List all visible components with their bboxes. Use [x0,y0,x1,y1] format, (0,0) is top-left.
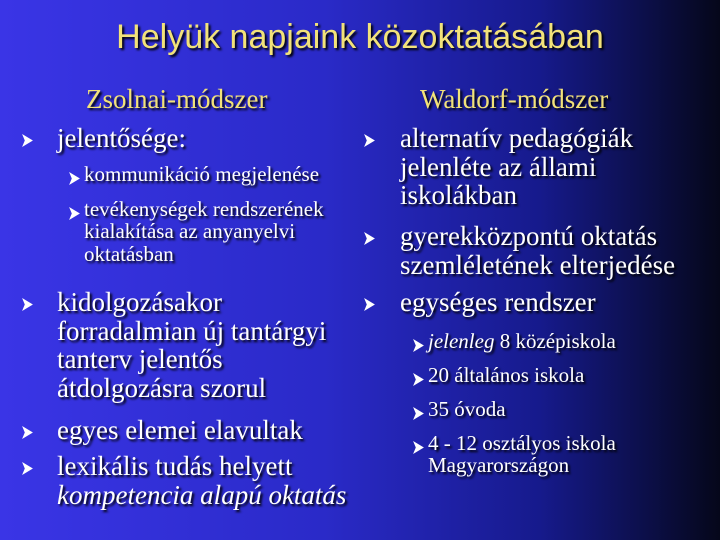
right-sub-primary-text: 20 általános iskola [428,363,585,387]
left-sub-activities-line2: kialakítása az anyanyelvi [84,219,296,244]
left-item-elaboration [57,288,326,402]
left-sub-activities [69,198,324,265]
right-column-heading: Waldorf-módszer [420,84,609,114]
right-sub-grades-line2: Magyarországon [428,453,570,478]
right-sub-kindergarten-text: 35 óvoda [428,397,506,421]
right-sub-secondary [413,330,616,356]
right-sub-grades-line1: 4 - 12 osztályos iskola [428,431,616,455]
left-item-elaboration-line2: forradalmian új tantárgyi [57,315,327,346]
left-item-competence-line2: kompetencia alapú oktatás [57,479,347,510]
left-sub-communication [69,163,319,189]
left-column-heading: Zsolnai-módszer [86,84,268,114]
right-sub-secondary-rest: 8 középiskola [494,329,616,353]
right-sub-primary [413,364,584,390]
right-sub-secondary-em: jelenleg [428,329,495,353]
left-sub-communication-text: kommunikáció megjelenése [84,162,320,186]
arrow-bullet-icon [364,134,375,147]
left-item-competence [57,452,346,509]
arrow-bullet-icon [413,368,424,390]
right-item-alternative-line1: alternatív pedagógiák [400,123,634,153]
arrow-bullet-icon [364,232,375,245]
arrow-bullet-icon [69,202,80,224]
left-item-elaboration-line1: kidolgozásakor [57,287,222,317]
arrow-bullet-icon [413,334,424,356]
right-item-alternative-line2: jelenléte az állami [400,151,597,182]
arrow-bullet-icon [69,167,80,189]
right-item-alternative-line3: iskolákban [400,180,517,211]
arrow-bullet-icon [22,298,33,311]
arrow-bullet-icon [413,402,424,424]
arrow-bullet-icon [22,426,33,439]
right-item-alternative [400,124,633,210]
left-item-elaboration-line4: átdolgozásra szorul [57,372,267,403]
arrow-bullet-icon [364,298,375,311]
right-item-child-centered-line1: gyerekközpontú oktatás [400,221,658,251]
left-item-competence-line1: lexikális tudás helyett [57,451,293,481]
left-item-outdated: egyes elemei elavultak [57,415,303,445]
left-sub-activities-line3: oktatásban [84,241,174,266]
slide-title: Helyük napjaink közoktatásában [116,18,604,56]
left-item-significance: jelentősége: [57,123,186,153]
right-item-unified-system: egységes rendszer [400,287,596,317]
arrow-bullet-icon [413,436,424,458]
right-sub-grades [413,432,616,477]
left-sub-activities-line1: tevékenységek rendszerének [84,197,324,221]
left-item-elaboration-line3: tanterv jelentős [57,344,223,375]
arrow-bullet-icon [22,134,33,147]
right-item-child-centered [400,222,675,279]
arrow-bullet-icon [22,462,33,475]
right-item-child-centered-line2: szemléletének elterjedése [400,249,676,280]
right-sub-kindergarten [413,398,506,424]
